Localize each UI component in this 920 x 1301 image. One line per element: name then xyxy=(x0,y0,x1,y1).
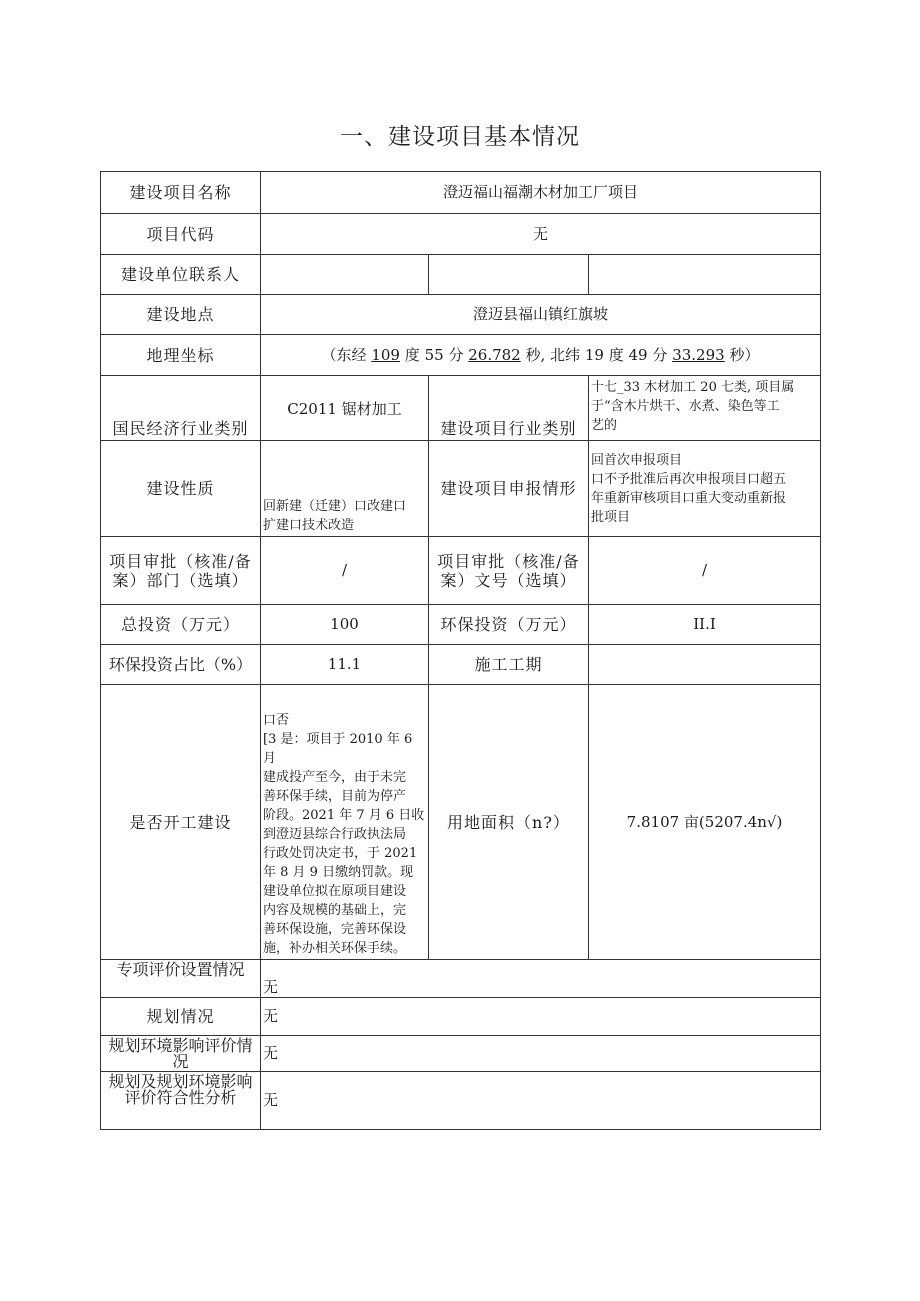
started-line: 口否 xyxy=(263,713,290,728)
coord-lat-sec: 33.293 xyxy=(672,345,725,364)
planning-fit-line-2: 评价符合性分析 xyxy=(124,1088,237,1107)
approval-doc-line-2: 案）文号（选填） xyxy=(440,570,577,590)
approval-dept-line-2: 案）部门（选填） xyxy=(112,570,249,590)
coord-lat-min-unit: 分 xyxy=(652,345,668,364)
row-planning xyxy=(101,998,821,1036)
industry-type-value xyxy=(589,376,821,441)
coord-lat-min: 49 xyxy=(628,345,648,364)
started-line: 行政处罚决定书，于 2021 xyxy=(263,846,418,861)
env-investment-value: II.I xyxy=(589,605,821,645)
filing-line-3: 年重新审核项目口重大变动重新报 xyxy=(591,490,787,506)
started-line: 到澄迈县综合行政执法局 xyxy=(263,827,407,842)
planning-value: 无 xyxy=(261,998,821,1036)
industry-type-line-3: 艺的 xyxy=(591,418,618,433)
started-line: 阶段。2021 年 7 月 6 日收 xyxy=(263,808,425,823)
row-approval xyxy=(101,537,821,605)
industry-label: 国民经济行业类别 xyxy=(101,376,261,441)
nature-label: 建设性质 xyxy=(101,441,261,537)
nature-line-1: 回新建（迁建）口改建口 xyxy=(263,499,407,514)
coordinates-label: 地理坐标 xyxy=(101,335,261,376)
coord-sec-unit: 秒, 北纬 xyxy=(525,345,581,364)
approval-dept-label xyxy=(101,537,261,605)
coordinates-value xyxy=(261,335,821,376)
project-name-value: 澄迈福山福潮木材加工厂项目 xyxy=(261,172,821,214)
industry-type-line-2: 于“含木片烘干、水煮、染色等工 xyxy=(591,399,780,414)
filing-line-1: 回首次申报项目 xyxy=(591,452,683,468)
planning-env-line-1: 规划环境影响评价情 xyxy=(108,1035,253,1055)
started-line: 年 8 月 9 日缴纳罚款。现 xyxy=(263,865,414,880)
started-label: 是否开工建设 xyxy=(101,685,261,960)
construction-period-value xyxy=(589,645,821,685)
coord-min-unit: 分 xyxy=(448,345,464,364)
location-value: 澄迈县福山镇红旗坡 xyxy=(261,295,821,335)
started-line: 建设单位拟在原项目建设 xyxy=(263,884,407,899)
contact-value-2 xyxy=(429,255,589,295)
started-value xyxy=(261,685,429,960)
planning-label: 规划情况 xyxy=(101,998,261,1036)
industry-value: C2011 锯材加工 xyxy=(261,376,429,441)
ratio-label: 环保投资占比（%） xyxy=(101,645,261,685)
row-project-code xyxy=(101,214,821,255)
coord-lat-deg: 19 xyxy=(584,345,604,364)
started-line: 建成投产至今，由于未完 xyxy=(263,770,407,785)
land-area-value: 7.8107 亩(5207.4n√) xyxy=(589,685,821,960)
contact-value-3 xyxy=(589,255,821,295)
coord-close: 秒） xyxy=(729,345,760,364)
project-code-value: 无 xyxy=(261,214,821,255)
investment-label: 总投资（万元） xyxy=(101,605,261,645)
approval-doc-value: / xyxy=(589,537,821,605)
project-code-label: 项目代码 xyxy=(101,214,261,255)
construction-period-label: 施工工期 xyxy=(429,645,589,685)
row-coordinates xyxy=(101,335,821,376)
coord-lon-deg: 109 xyxy=(371,345,400,364)
row-contact xyxy=(101,255,821,295)
coord-lon-sec: 26.782 xyxy=(468,345,521,364)
contact-value-1 xyxy=(261,255,429,295)
investment-value: 100 xyxy=(261,605,429,645)
started-line: 施，补办相关环保手续。 xyxy=(263,941,407,956)
special-eval-value: 无 xyxy=(261,960,821,998)
planning-fit-label xyxy=(101,1072,261,1130)
planning-fit-value: 无 xyxy=(261,1072,821,1130)
page-title: 一、建设项目基本情况 xyxy=(340,124,580,150)
row-special-eval xyxy=(101,960,821,998)
filing-label: 建设项目申报情形 xyxy=(429,441,589,537)
coord-deg-unit: 度 xyxy=(404,345,420,364)
started-line: 内容及规模的基础上，完 xyxy=(263,903,407,918)
location-label: 建设地点 xyxy=(101,295,261,335)
row-project-name xyxy=(101,172,821,214)
planning-env-line-2: 况 xyxy=(172,1051,189,1071)
contact-label: 建设单位联系人 xyxy=(101,255,261,295)
planning-env-value: 无 xyxy=(261,1036,821,1072)
project-name-label: 建设项目名称 xyxy=(101,172,261,214)
approval-doc-label xyxy=(429,537,589,605)
land-area-label: 用地面积（n?） xyxy=(429,685,589,960)
approval-doc-line-1: 项目审批（核准/备 xyxy=(437,551,580,571)
ratio-value: 11.1 xyxy=(261,645,429,685)
nature-line-2: 扩建口技术改造 xyxy=(263,518,355,533)
coord-open: （东经 xyxy=(321,345,367,364)
nature-value xyxy=(261,441,429,537)
row-planning-fit xyxy=(101,1072,821,1130)
row-investment xyxy=(101,605,821,645)
filing-line-4: 批项目 xyxy=(591,509,631,525)
planning-env-label xyxy=(101,1036,261,1072)
row-nature xyxy=(101,441,821,537)
row-started xyxy=(101,685,821,960)
row-industry xyxy=(101,376,821,441)
started-lines xyxy=(263,711,426,958)
planning-fit-line-1: 规划及规划环境影响 xyxy=(108,1072,253,1091)
started-line: [3 是：项目于 2010 年 6 月 xyxy=(263,732,413,766)
industry-type-line-1: 十七_33 木材加工 20 七类, 项目属 xyxy=(591,380,795,395)
special-eval-label: 专项评价设置情况 xyxy=(101,960,261,998)
coord-lat-deg-unit: 度 xyxy=(608,345,624,364)
industry-type-label: 建设项目行业类别 xyxy=(429,376,589,441)
approval-dept-value: / xyxy=(261,537,429,605)
filing-value xyxy=(589,441,821,537)
started-line: 善环保手续，目前为停产 xyxy=(263,789,407,804)
approval-dept-line-1: 项目审批（核准/备 xyxy=(109,551,252,571)
row-ratio xyxy=(101,645,821,685)
started-line: 善环保设施，完善环保设 xyxy=(263,922,407,937)
project-info-table xyxy=(100,171,821,1130)
row-location xyxy=(101,295,821,335)
row-planning-env xyxy=(101,1036,821,1072)
env-investment-label: 环保投资（万元） xyxy=(429,605,589,645)
filing-line-2: 口不予批准后再次申报项目口超五 xyxy=(591,471,787,487)
coord-lon-min: 55 xyxy=(424,345,444,364)
